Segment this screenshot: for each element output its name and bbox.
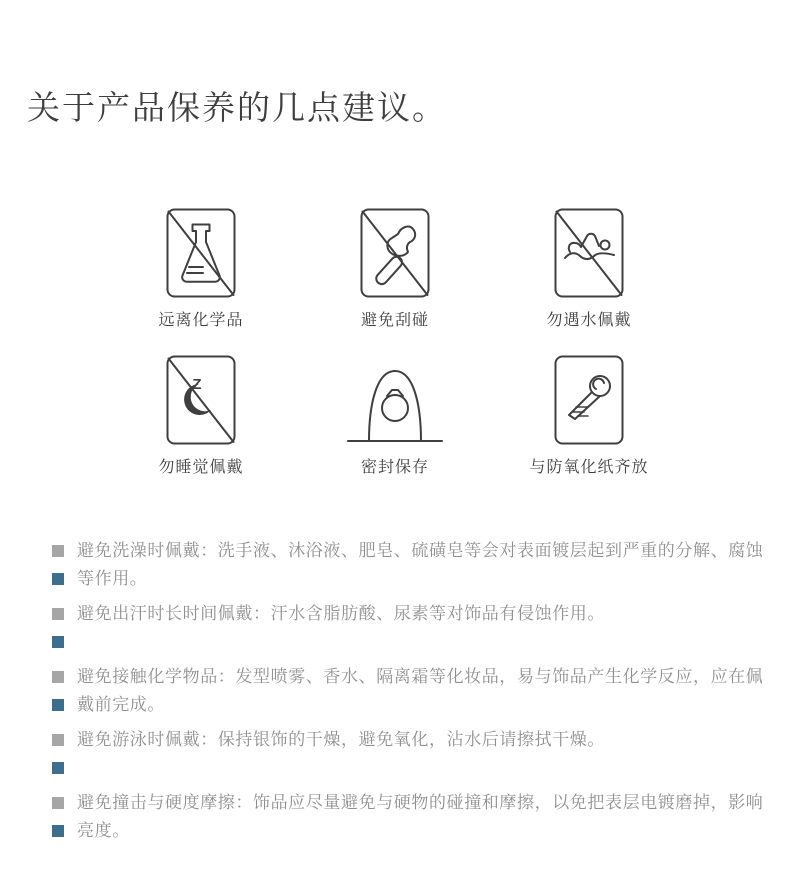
no-scratching-icon — [360, 208, 430, 298]
no-water-wear-icon — [554, 208, 624, 298]
bullet-square-blue-icon — [52, 825, 64, 837]
note-text-line2: 戴前完成。 — [77, 695, 165, 714]
bullet-square-gray-icon — [52, 608, 64, 620]
page-title: 关于产品保养的几点建议。 — [27, 89, 447, 126]
icon-label-water: 勿遇水佩戴 — [546, 312, 632, 329]
bullet-square-blue-icon — [52, 573, 64, 585]
svg-text:Z: Z — [192, 376, 202, 393]
note-text-line1: 避免洗澡时佩戴：洗手液、沐浴液、肥皂、硫磺皂等会对表面镀层起到严重的分解、腐蚀 — [77, 541, 764, 560]
care-note-bathing — [52, 537, 764, 593]
bullet-square-blue-icon — [52, 762, 64, 774]
icon-label-sealed: 密封保存 — [360, 459, 429, 476]
note-text-line1: 避免出汗时长时间佩戴：汗水含脂肪酸、尿素等对饰品有侵蚀作用。 — [77, 604, 605, 623]
care-icon-cell-scratch — [298, 208, 492, 355]
note-text-line2: 等作用。 — [77, 569, 148, 588]
care-note-impact — [52, 789, 764, 845]
note-text-line2: 亮度。 — [77, 821, 130, 840]
care-note-cosmetics — [52, 663, 764, 719]
icon-label-paper: 与防氧化纸齐放 — [529, 459, 649, 476]
care-icon-cell-paper — [492, 355, 686, 502]
care-note-sweat — [52, 600, 764, 656]
anti-oxidation-paper-icon — [554, 355, 624, 445]
note-text-line1: 避免游泳时佩戴：保持银饰的干燥，避免氧化，沾水后请擦拭干燥。 — [77, 730, 605, 749]
care-note-swimming — [52, 726, 764, 782]
care-notes-list — [52, 537, 764, 852]
sealed-storage-icon — [345, 355, 445, 445]
bullet-square-blue-icon — [52, 699, 64, 711]
svg-text:z: z — [186, 389, 192, 399]
icon-label-scratch: 避免刮碰 — [360, 312, 429, 329]
care-icon-cell-sleep — [104, 355, 298, 502]
care-icon-grid — [104, 208, 686, 502]
bullet-square-gray-icon — [52, 671, 64, 683]
bullet-square-gray-icon — [52, 734, 64, 746]
icon-label-chemicals: 远离化学品 — [158, 312, 244, 329]
care-icon-cell-chemicals — [104, 208, 298, 355]
bullet-square-gray-icon — [52, 545, 64, 557]
no-sleep-wear-icon — [166, 355, 236, 445]
bullet-square-blue-icon — [52, 636, 64, 648]
care-icon-cell-water — [492, 208, 686, 355]
bullet-square-gray-icon — [52, 797, 64, 809]
no-chemicals-icon — [166, 208, 236, 298]
care-icon-cell-sealed — [298, 355, 492, 502]
icon-label-sleep: 勿睡觉佩戴 — [158, 459, 244, 476]
note-text-line1: 避免撞击与硬度摩擦：饰品应尽量避免与硬物的碰撞和摩擦，以免把表层电镀磨掉，影响 — [77, 793, 764, 812]
note-text-line1: 避免接触化学物品：发型喷雾、香水、隔离霜等化妆品，易与饰品产生化学反应，应在佩 — [77, 667, 764, 686]
